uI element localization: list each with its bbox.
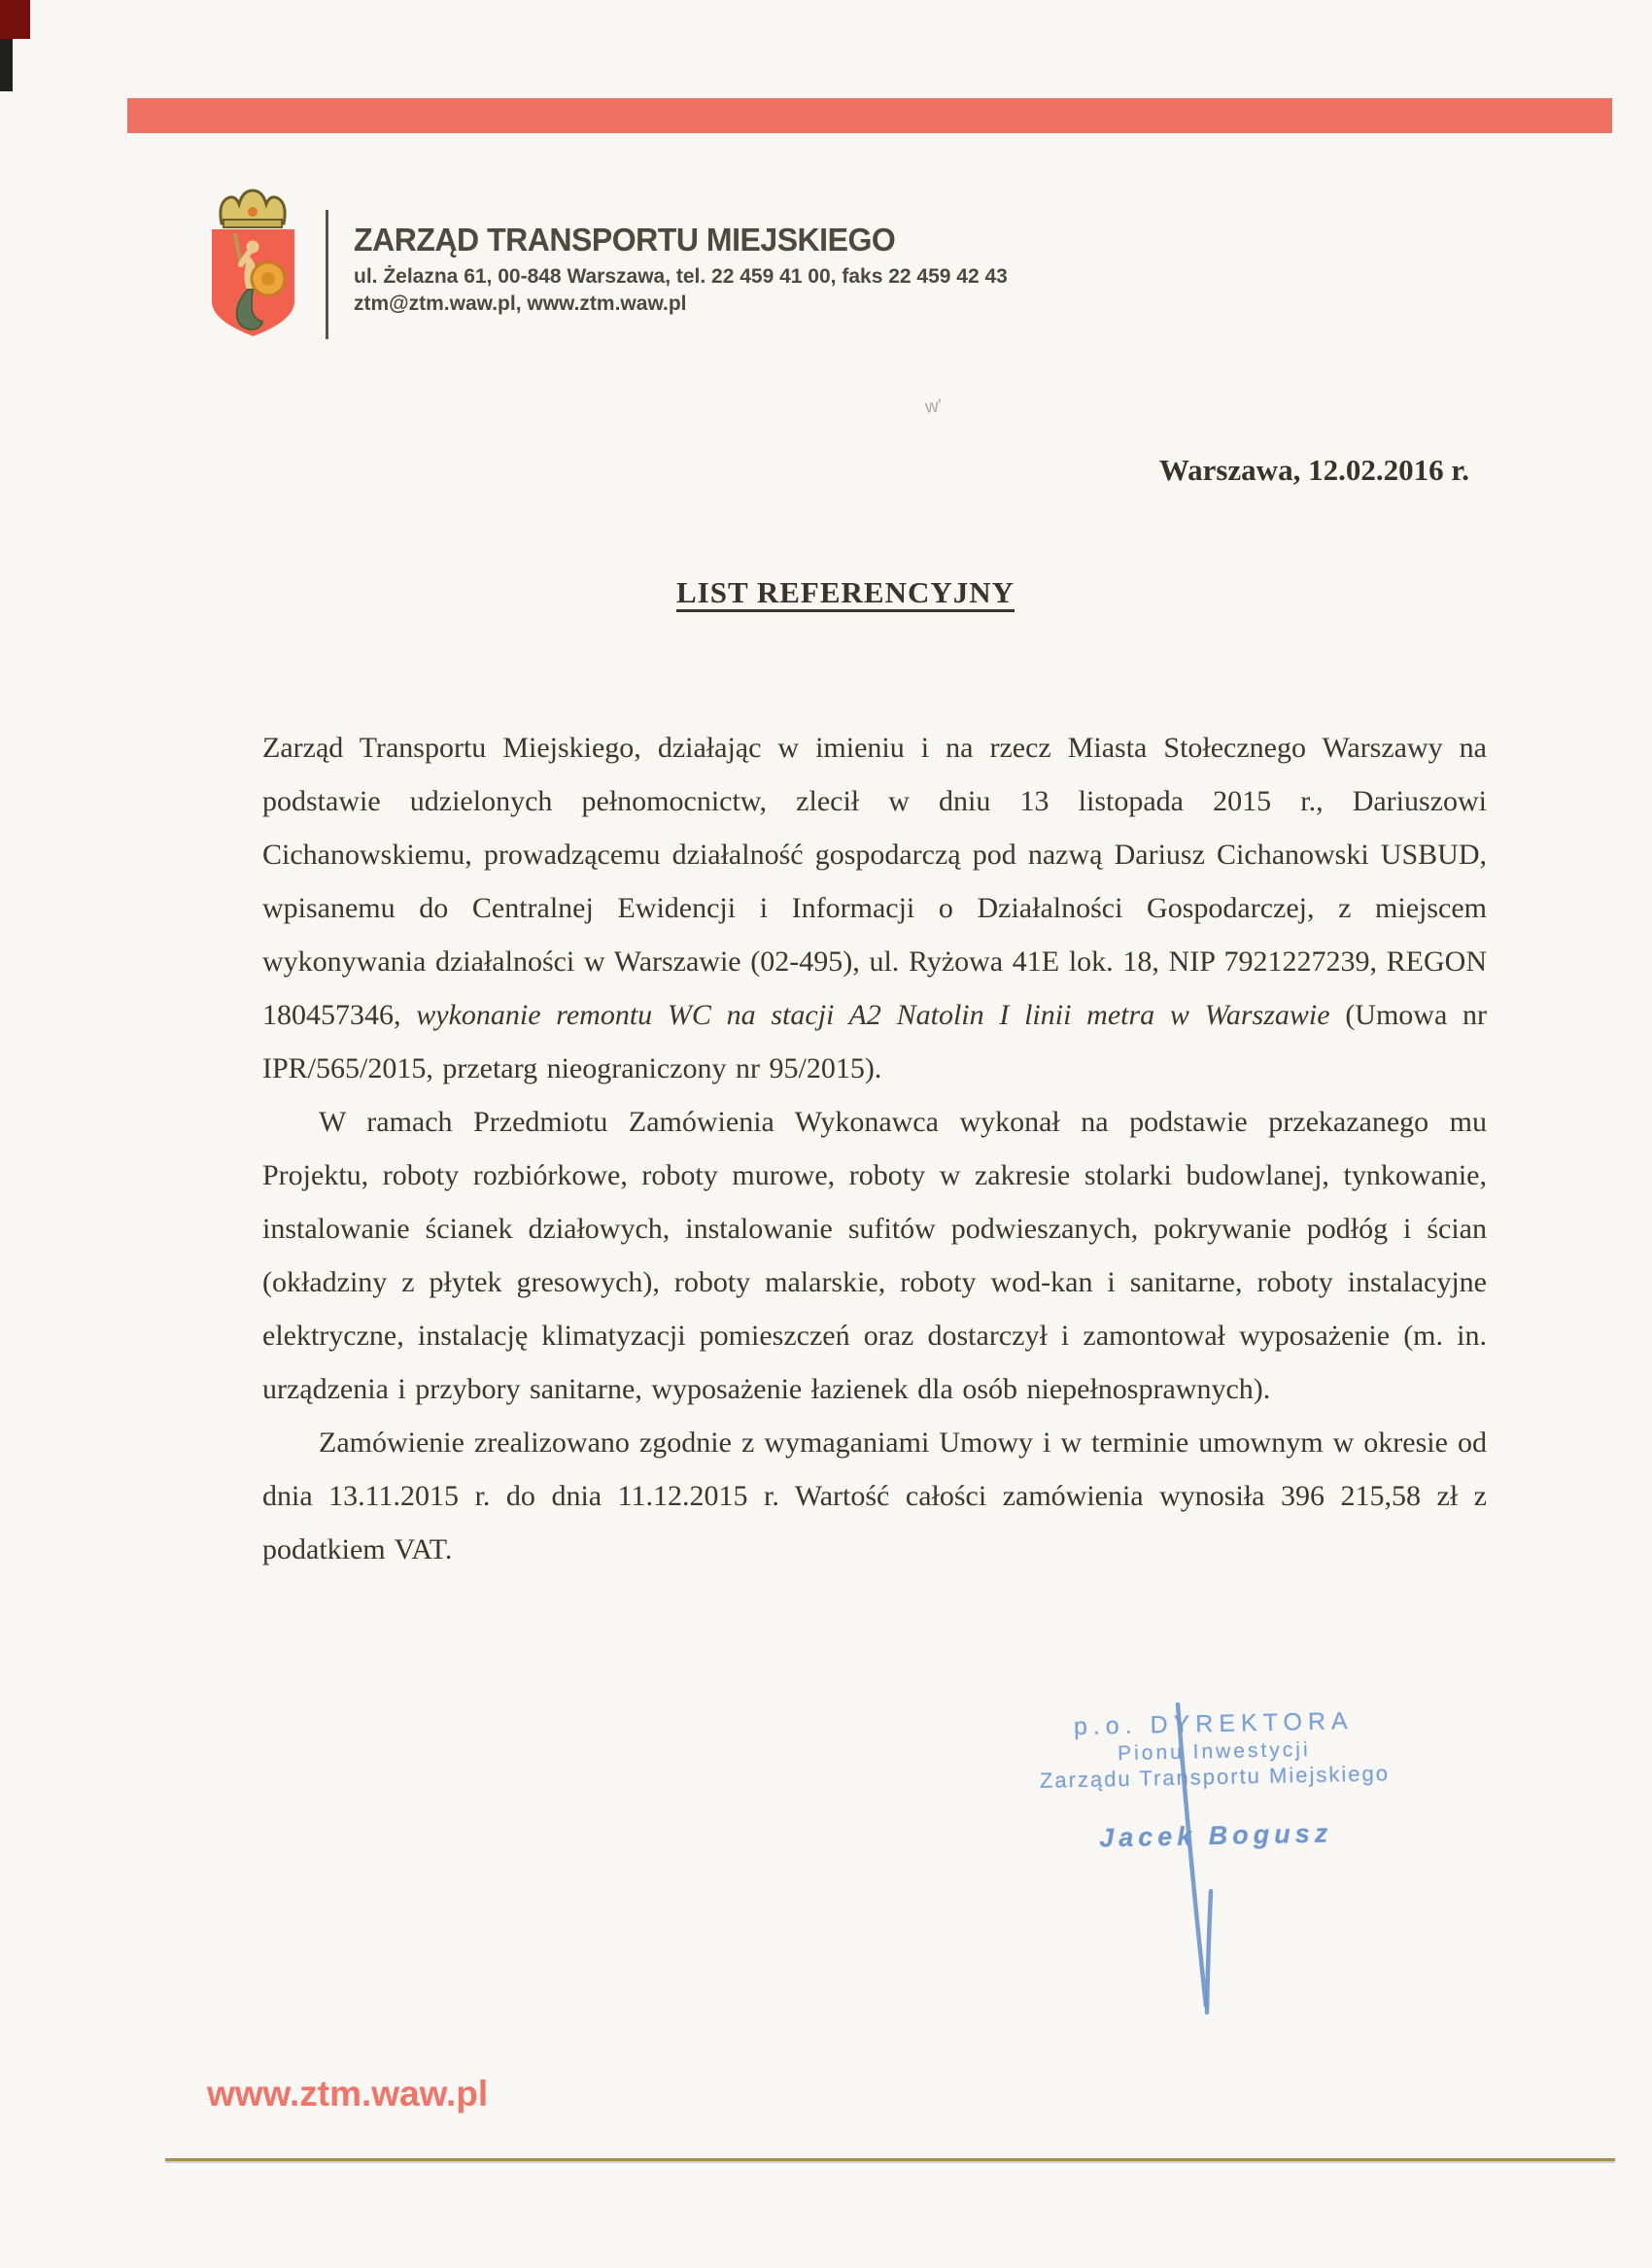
letterhead xyxy=(202,187,1008,344)
stamp-organization: Zarządu Transportu Miejskiego xyxy=(1039,1761,1391,1793)
handwritten-signature xyxy=(1147,1691,1263,2031)
document-title xyxy=(262,575,1428,610)
footer-website: www.ztm.waw.pl xyxy=(207,2074,489,2113)
org-address: ul. Żelazna 61, 00-848 Warszawa, tel. 22 459 41 00, faks 22 459 42 43 xyxy=(354,265,1008,288)
warsaw-mermaid-crest-icon xyxy=(202,187,304,344)
org-name: ZARZĄD TRANSPORTU MIEJSKIEGO xyxy=(354,222,896,258)
scan-corner-artifact xyxy=(0,0,30,39)
paragraph-1-italic-subject: wykonanie remontu WC na stacji A2 Natolin I linii metra w Warszawie xyxy=(416,999,1330,1031)
paragraph-3: Zamówienie zrealizowano zgodnie z wymaganiami Umowy i w terminie umownym w okresie od dnia 13.11.2015 r. do dnia 11.12.2015 r. Wartość całości zamówienia wynosiła 396 215,58 zł z podatkiem VAT. xyxy=(262,1426,1487,1565)
paragraph-1-tail: (Umowa nr IPR/565/2015, przetarg nieograniczony nr 95/2015). xyxy=(262,999,1488,1084)
document-title-text: LIST REFERENCYJNY xyxy=(675,575,1015,609)
paragraph-1-text: Zarząd Transportu Miejskiego, działając w imieniu i na rzecz Miasta Stołecznego Warszawy na podstawie udzielonych pełnomocnictw, zlecił w dniu 13 listopada 2015 r., Dariuszowi Cichanowskiemu, prowadzącemu działalność gospodarczą pod nazwą Dariusz Cichanowski USBUD, wpisanemu do Centralnej Ewidencji i Informacji o Działalności Gospodarczej, z miejscem wykonywania działalności w Warszawie (02-495), ul. Ryżowa 41E lok. 18, NIP 7921227239, REGON 180457346, xyxy=(262,732,1487,1031)
footer-rule xyxy=(165,2158,1615,2161)
stray-pen-mark: w' xyxy=(923,395,944,418)
letter-body xyxy=(262,721,1487,1576)
letterhead-accent-bar xyxy=(127,98,1612,133)
letterhead-divider xyxy=(326,210,328,339)
date-line: Warszawa, 12.02.2016 r. xyxy=(1158,453,1469,487)
stamp-title: p.o. DYREKTORA xyxy=(1073,1707,1354,1741)
stamp-division: Pionu Inwestycji xyxy=(1117,1737,1311,1766)
org-contact: ztm@ztm.waw.pl, www.ztm.waw.pl xyxy=(354,292,687,315)
paragraph-1 xyxy=(262,721,1487,1095)
letterhead-text xyxy=(354,222,1008,316)
stamp-signatory-name: Jacek Bogusz xyxy=(1098,1818,1333,1853)
paragraph-2: W ramach Przedmiotu Zamówienia Wykonawca wykonał na podstawie przekazanego mu Projektu, roboty rozbiórkowe, roboty murowe, roboty w zakresie stolarki budowlanej, tynkowanie, instalowanie ścianek działowych, instalowanie sufitów podwieszanych, pokrywanie podłóg i ścian (okładziny z płytek gresowych), roboty malarskie, roboty wod-kan i sanitarne, roboty instalacyjne elektryczne, instalację klimatyzacji pomieszczeń oraz dostarczył i zamontował wyposażenie (m. in. urządzenia i przybory sanitarne, wyposażenie łazienek dla osób niepełnosprawnych). xyxy=(262,1106,1487,1405)
